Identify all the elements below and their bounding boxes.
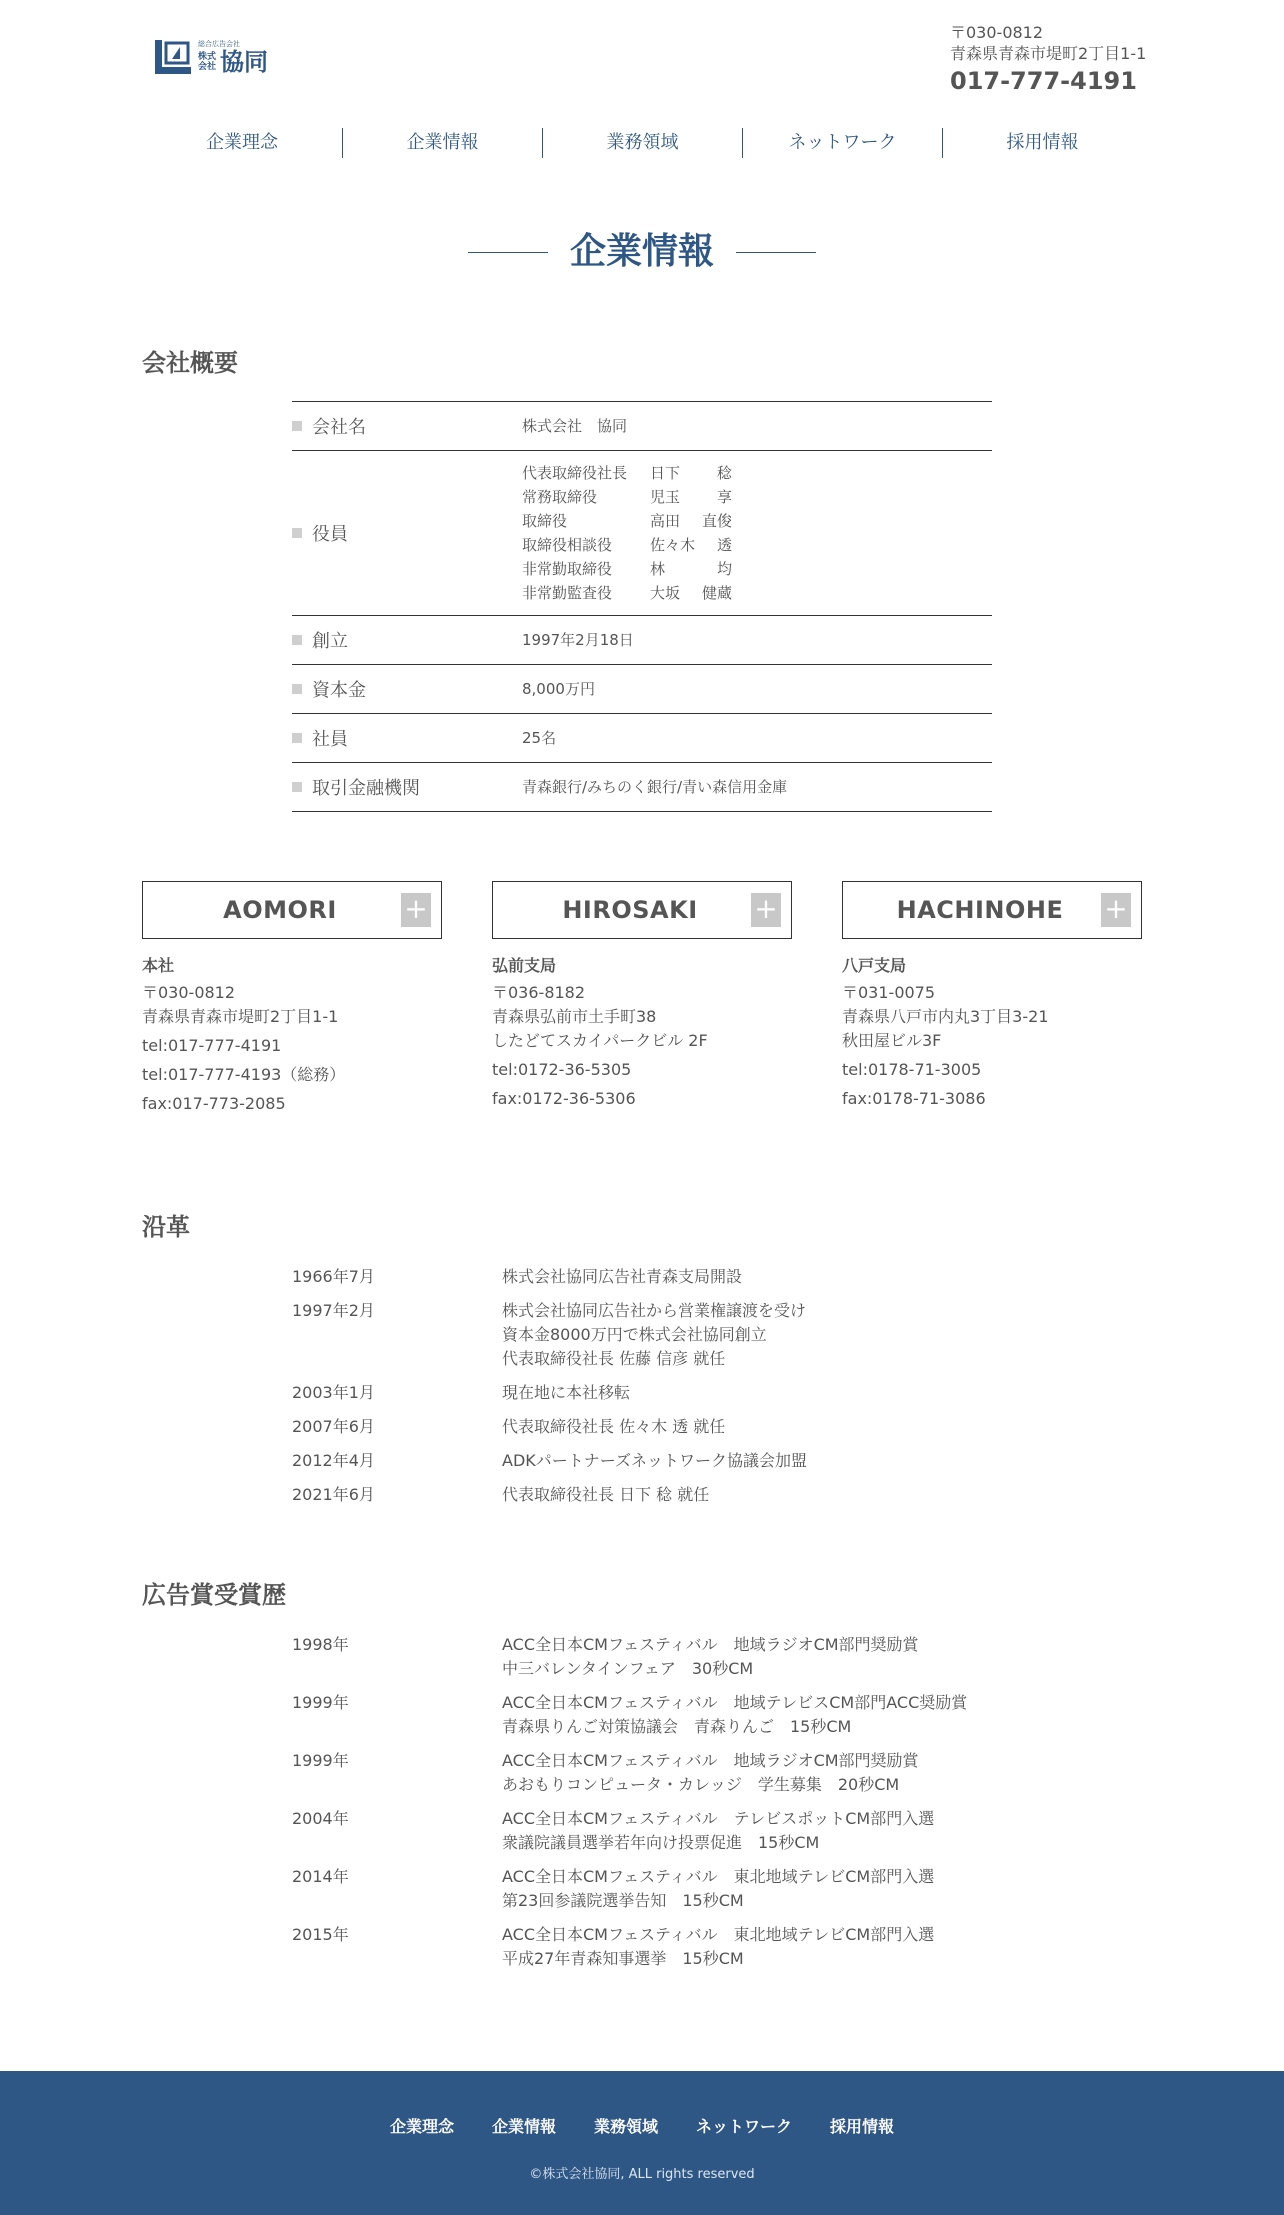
award-text: ACC全日本CMフェスティバル 東北地域テレビCM部門入選 — [502, 1925, 935, 1944]
award-text: 平成27年青森知事選挙 15秒CM — [502, 1949, 744, 1968]
office-postal: 〒031-0075 — [842, 983, 936, 1002]
overview-heading: 会社概要 — [142, 349, 238, 377]
officer-family-name: 佐々木 — [650, 536, 696, 554]
office-tab-label: AOMORI — [223, 896, 337, 924]
awards-heading: 広告賞受賞歴 — [142, 1581, 286, 1609]
plus-icon[interactable]: + — [1101, 893, 1131, 927]
award-year: 2014年 — [292, 1867, 349, 1886]
officer-entry — [522, 485, 732, 509]
office-tel[interactable]: tel:017-777-4191 — [142, 1036, 282, 1055]
office-hachinohe — [842, 881, 1142, 1111]
history-date: 2012年4月 — [292, 1451, 375, 1470]
list-item — [292, 1633, 1092, 1681]
office-tel-general[interactable]: tel:017-777-4193（総務） — [142, 1065, 346, 1084]
award-text: ACC全日本CMフェスティバル 東北地域テレビCM部門入選 — [502, 1867, 935, 1886]
office-tel[interactable]: tel:0178-71-3005 — [842, 1060, 982, 1079]
history-text: 株式会社協同広告社から営業権譲渡を受け — [502, 1301, 807, 1320]
officer-given-name: 稔 — [716, 464, 732, 482]
officer-family-name: 高田 — [650, 512, 681, 530]
history-heading: 沿革 — [142, 1213, 190, 1241]
office-fax: fax:017-773-2085 — [142, 1094, 286, 1113]
officer-role: 常務取締役 — [522, 488, 598, 506]
bullet-square-icon — [292, 684, 302, 694]
officer-role: 非常勤取締役 — [522, 560, 613, 578]
office-address: 青森県青森市堤町2丁目1-1 — [142, 1007, 339, 1026]
officer-entry — [522, 581, 732, 605]
bullet-square-icon — [292, 421, 302, 431]
row-label: 資本金 — [312, 680, 366, 701]
award-text: 中三バレンタインフェア 30秒CM — [502, 1659, 754, 1678]
list-item — [292, 1923, 1092, 1971]
footer-nav-business[interactable]: 業務領域 — [593, 2117, 658, 2136]
history-date: 2021年6月 — [292, 1485, 375, 1504]
title-rule-left — [468, 252, 548, 253]
logo-mark-icon — [152, 37, 194, 77]
office-tab-aomori[interactable] — [142, 881, 442, 939]
row-value: 25名 — [522, 729, 557, 747]
award-text: ACC全日本CMフェスティバル 地域テレビスCM部門ACC奨励賞 — [502, 1693, 968, 1712]
award-text: 第23回参議院選挙告知 15秒CM — [502, 1891, 744, 1910]
nav-item-company-info[interactable]: 企業情報 — [342, 128, 542, 158]
copyright: ©株式会社協同, ALL rights reserved — [529, 2167, 755, 2182]
nav-item-philosophy[interactable]: 企業理念 — [206, 132, 278, 153]
plus-icon[interactable]: + — [751, 893, 781, 927]
award-text: ACC全日本CMフェスティバル テレビスポットCM部門入選 — [502, 1809, 935, 1828]
table-row — [292, 714, 992, 763]
award-text: ACC全日本CMフェスティバル 地域ラジオCM部門奨励賞 — [502, 1751, 919, 1770]
award-year: 2015年 — [292, 1925, 349, 1944]
plus-icon[interactable]: + — [401, 893, 431, 927]
office-address: 青森県八戸市内丸3丁目3-21 — [842, 1007, 1049, 1026]
history-date: 2003年1月 — [292, 1383, 375, 1402]
overview-table — [292, 401, 992, 812]
page-title: 企業情報 — [569, 231, 714, 272]
awards-list — [292, 1633, 1092, 1971]
officer-role: 代表取締役社長 — [522, 464, 628, 482]
officer-entry — [522, 461, 732, 485]
list-item — [292, 1749, 1092, 1797]
bullet-square-icon — [292, 635, 302, 645]
title-rule-right — [736, 252, 816, 253]
history-date: 2007年6月 — [292, 1417, 375, 1436]
office-tab-label: HIROSAKI — [562, 896, 698, 924]
office-tab-label: HACHINOHE — [896, 896, 1064, 924]
history-text: 代表取締役社長 佐々木 透 就任 — [502, 1417, 726, 1436]
logo-subtitle: 総合広告会社 — [198, 40, 240, 48]
bullet-square-icon — [292, 733, 302, 743]
footer-nav — [0, 2113, 1284, 2141]
officer-entry — [522, 533, 732, 557]
office-aomori — [142, 881, 442, 1116]
history-date: 1966年7月 — [292, 1267, 375, 1286]
list-item — [292, 1415, 1092, 1439]
officer-given-name: 健蔵 — [701, 584, 732, 602]
officer-family-name: 大坂 — [650, 584, 681, 602]
header-contact — [950, 22, 1146, 97]
logo-name: 協同 — [220, 48, 268, 76]
row-value: 8,000万円 — [522, 680, 595, 698]
history-text: 資本金8000万円で株式会社協同創立 — [502, 1325, 767, 1344]
history-text: ADKパートナーズネットワーク協議会加盟 — [502, 1451, 807, 1470]
office-address: 青森県弘前市土手町38 — [492, 1007, 657, 1026]
officer-entry — [522, 557, 732, 581]
nav-item-business[interactable]: 業務領域 — [542, 128, 742, 158]
office-title: 弘前支局 — [492, 956, 557, 975]
row-label: 創立 — [312, 631, 348, 652]
office-address-building: したどてスカイパークビル 2F — [492, 1031, 708, 1050]
table-row — [292, 763, 992, 812]
list-item — [292, 1299, 1092, 1371]
officer-role: 取締役 — [522, 512, 568, 530]
history-text: 株式会社協同広告社青森支局開設 — [502, 1267, 743, 1286]
list-item — [292, 1483, 1092, 1507]
officer-family-name: 児玉 — [650, 488, 681, 506]
row-label: 社員 — [312, 729, 348, 750]
office-fax: fax:0178-71-3086 — [842, 1089, 986, 1108]
award-text: 衆議院議員選挙若年向け投票促進 15秒CM — [502, 1833, 820, 1852]
officer-given-name: 透 — [716, 536, 732, 554]
award-year: 1998年 — [292, 1635, 349, 1654]
table-row — [292, 402, 992, 451]
list-item — [292, 1865, 1092, 1913]
bullet-square-icon — [292, 782, 302, 792]
office-title: 八戸支局 — [842, 956, 907, 975]
officer-entry — [522, 509, 732, 533]
bullet-square-icon — [292, 528, 302, 538]
officer-given-name: 直俊 — [701, 512, 732, 530]
company-logo[interactable] — [152, 33, 280, 81]
list-item — [292, 1449, 1092, 1473]
award-text: あおもりコンピュータ・カレッジ 学生募集 20秒CM — [502, 1775, 900, 1794]
row-value: 1997年2月18日 — [522, 631, 634, 649]
row-value: 株式会社 協同 — [522, 417, 628, 435]
nav-item-network[interactable]: ネットワーク — [742, 128, 942, 158]
row-label: 会社名 — [312, 417, 366, 438]
header-postal: 〒030-0812 — [950, 23, 1044, 42]
office-tab-hachinohe[interactable] — [842, 881, 1142, 939]
award-text: 青森県りんご対策協議会 青森りんご 15秒CM — [502, 1717, 852, 1736]
officer-list — [522, 461, 732, 605]
footer-nav-company-info[interactable]: 企業情報 — [491, 2117, 556, 2136]
office-postal: 〒036-8182 — [492, 983, 586, 1002]
list-item — [292, 1381, 1092, 1405]
header-phone[interactable]: 017-777-4191 — [950, 67, 1137, 95]
officer-family-name: 日下 — [650, 464, 681, 482]
history-text: 現在地に本社移転 — [502, 1383, 631, 1402]
page-title-block — [0, 222, 1284, 282]
officer-given-name: 享 — [716, 488, 732, 506]
table-row — [292, 616, 992, 665]
list-item — [292, 1265, 1092, 1289]
history-text: 代表取締役社長 日下 稔 就任 — [502, 1485, 710, 1504]
global-nav — [142, 128, 1142, 158]
header-address: 青森県青森市堤町2丁目1-1 — [950, 44, 1147, 63]
table-row — [292, 665, 992, 714]
footer-nav-network[interactable]: ネットワーク — [696, 2117, 793, 2136]
history-text: 代表取締役社長 佐藤 信彦 就任 — [502, 1349, 726, 1368]
logo-kabushiki: 株式会社 — [198, 52, 217, 72]
officer-family-name: 林 — [650, 560, 666, 578]
award-year: 2004年 — [292, 1809, 349, 1828]
office-hirosaki — [492, 881, 792, 1111]
office-fax: fax:0172-36-5306 — [492, 1089, 636, 1108]
history-date: 1997年2月 — [292, 1301, 375, 1320]
nav-item-recruit[interactable]: 採用情報 — [942, 128, 1142, 158]
officer-role: 取締役相談役 — [522, 536, 613, 554]
award-text: ACC全日本CMフェスティバル 地域ラジオCM部門奨励賞 — [502, 1635, 919, 1654]
row-label: 取引金融機関 — [312, 778, 420, 799]
office-postal: 〒030-0812 — [142, 983, 236, 1002]
history-list — [292, 1265, 1092, 1507]
award-year: 1999年 — [292, 1693, 349, 1712]
office-title: 本社 — [142, 956, 175, 975]
officer-role: 非常勤監査役 — [522, 584, 613, 602]
office-tab-hirosaki[interactable] — [492, 881, 792, 939]
office-tel[interactable]: tel:0172-36-5305 — [492, 1060, 632, 1079]
footer — [0, 2071, 1284, 2215]
list-item — [292, 1807, 1092, 1855]
footer-nav-philosophy[interactable]: 企業理念 — [389, 2117, 454, 2136]
list-item — [292, 1691, 1092, 1739]
officer-given-name: 均 — [716, 560, 732, 578]
row-value: 青森銀行/みちのく銀行/青い森信用金庫 — [522, 778, 788, 796]
footer-nav-recruit[interactable]: 採用情報 — [830, 2117, 895, 2136]
office-address-building: 秋田屋ビル3F — [842, 1031, 942, 1050]
award-year: 1999年 — [292, 1751, 349, 1770]
table-row — [292, 451, 992, 616]
row-label: 役員 — [312, 524, 348, 545]
